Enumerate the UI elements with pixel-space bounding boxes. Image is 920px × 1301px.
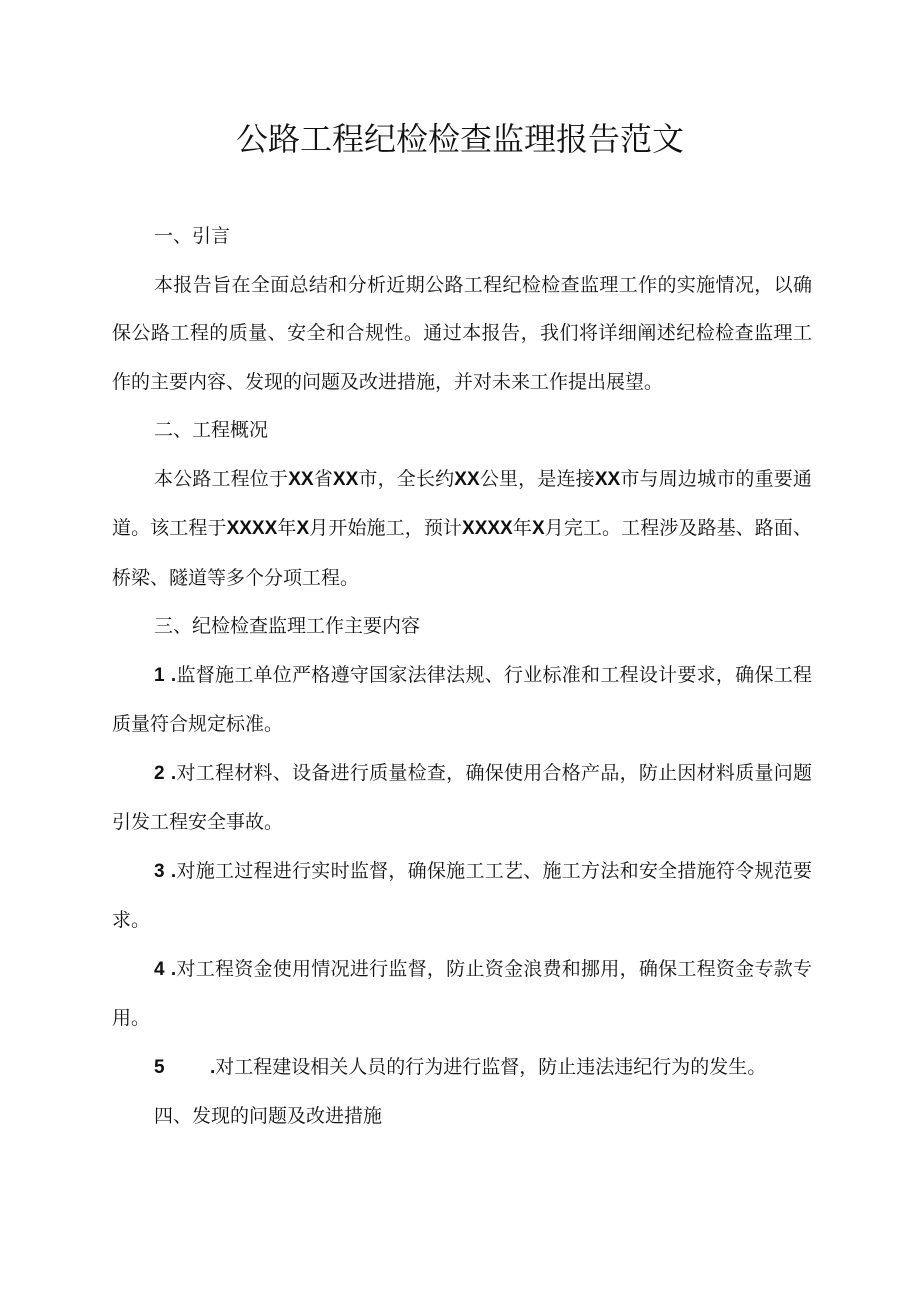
- list-item-text: 监督施工单位严格遵守国家法律法规、行业标准和工程设计要求，确保工程质量符合规定标准。: [112, 663, 812, 735]
- placeholder-province: XX: [288, 468, 314, 490]
- overview-text: 市，全长约: [358, 467, 455, 490]
- overview-text: 月完工。工程涉及路基、路面、桥梁、隧道等多个分项工程。: [112, 517, 812, 589]
- placeholder-end-month: X: [531, 518, 545, 539]
- list-item: [112, 651, 812, 749]
- list-item-dot: .: [210, 1056, 216, 1078]
- list-item-text: 对工程资金使用情况进行监督，防止资金浪费和挪用，确保工程资金专款专用。: [112, 957, 812, 1029]
- list-item-text: 对施工过程进行实时监督，确保施工工艺、施工方法和安全措施符令规范要求。: [112, 859, 812, 931]
- overview-text: 月开始施工，预计: [309, 517, 463, 539]
- list-item-dot: .: [170, 762, 177, 784]
- list-item-text: 对工程建设相关人员的行为进行监督，防止违法违纪行为的发生。: [215, 1055, 767, 1078]
- section-heading-main-content: 三、纪检检查监理工作主要内容: [154, 615, 421, 637]
- list-item-dot: .: [170, 958, 177, 980]
- intro-paragraph: 本报告旨在全面总结和分析近期公路工程纪检检查监理工作的实施情况，以确保公路工程的质量、安全和合规性。通过本报告，我们将详细阐述纪检检查监理工作的主要内容、发现的问题及改进措施，并对未来工作提出展望。: [112, 273, 812, 393]
- placeholder-start-year: XXXX: [226, 518, 278, 539]
- overview-text: 年: [512, 517, 532, 539]
- overview-text: 公里，是连接: [479, 467, 595, 490]
- section-heading-overview: 二、工程概况: [154, 419, 269, 441]
- list-item-number: 1: [154, 664, 165, 686]
- placeholder-end-year: XXXX: [462, 518, 513, 539]
- list-item: [112, 847, 812, 945]
- list-item: [112, 945, 812, 1043]
- overview-text: 市与周边城市的重要通道。该工程于: [112, 467, 812, 539]
- section-heading-issues: 四、发现的问题及改进措施: [154, 1105, 383, 1127]
- list-item-text: 对工程材料、设备进行质量检查，确保使用合格产品，防止因材料质量问题引发工程安全事故。: [112, 761, 812, 833]
- placeholder-city: XX: [332, 468, 359, 490]
- placeholder-length: XX: [454, 468, 480, 490]
- placeholder-start-month: X: [296, 518, 310, 539]
- list-item: [112, 749, 812, 847]
- overview-paragraph: [112, 455, 812, 603]
- list-item-number: 5: [154, 1056, 165, 1078]
- section-heading-intro: 一、引言: [154, 225, 231, 247]
- document-body: [112, 212, 812, 1141]
- overview-text: 本公路工程位于: [154, 467, 289, 490]
- list-item-number: 4: [154, 958, 165, 980]
- overview-text: 省: [313, 467, 333, 490]
- placeholder-connected-city: XX: [594, 468, 621, 490]
- document-title: 公路工程纪检检查监理报告范文: [235, 120, 684, 158]
- overview-text: 年: [277, 517, 297, 539]
- list-item: [112, 1043, 812, 1093]
- list-item-dot: .: [170, 664, 177, 686]
- list-item-dot: .: [170, 860, 177, 882]
- list-item-number: 3: [154, 860, 165, 882]
- list-item-number: 2: [154, 762, 165, 784]
